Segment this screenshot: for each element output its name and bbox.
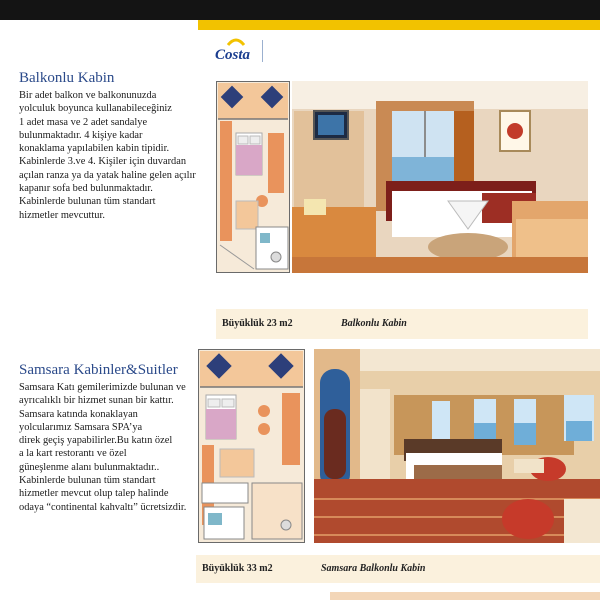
section-body-samsara [19,381,186,514]
logo-text: Costa [215,47,251,63]
section-title-balkonlu: Balkonlu Kabin [19,70,115,86]
body-line: konaklama yapılabilen kabin tipidir. [19,143,170,155]
body-line: hizmetler mevcut olup talep halinde [19,488,169,500]
cabin-name-caption: Balkonlu Kabin [341,318,407,329]
body-line: yolculuk boyunca kullanabileceğiniz [19,103,172,115]
top-black-bar [0,0,600,20]
size-caption: Büyüklük 23 m2 [222,318,293,329]
body-line: güneşlenme alanı bulunmaktadır.. [19,461,160,473]
logo-divider [262,40,263,62]
body-line: odaya “continental kahvaltı” ücretsizdir. [19,501,187,513]
body-line: 1 adet masa ve 2 adet sandalye [19,116,148,128]
section-title-samsara: Samsara Kabinler&Suitler [19,362,178,378]
body-line: kapanır sofa bed bulunmaktadır. [19,183,153,195]
body-line: ayrıcalıklı bir hizmet sunan bir kattır. [19,395,174,407]
body-line: hizmetler mevcuttur. [19,209,105,221]
cabin-photo-balkonlu [292,81,588,273]
costa-logo [213,36,273,66]
body-line: açılan ranza ya da yatak haline gelen açılır [19,169,196,181]
size-caption: Büyüklük 33 m2 [202,563,273,574]
body-line: Kabinlerde bulunan tüm standart [19,475,156,487]
body-line: Samsara katında konaklayan [19,408,138,420]
body-line: direk geçiş yapabilirler.Bu katın özel [19,435,173,447]
floor-plan-balkonlu [216,81,290,273]
logo-emblem-icon [227,36,245,46]
section-body-balkonlu [19,89,196,222]
body-line: yolcularımız Samsara SPA’ya [19,421,143,433]
body-line: bulunmaktadır. 4 kişiye kadar [19,129,143,141]
body-line: Kabinlerde 3.ve 4. Kişiler için duvardan [19,156,187,168]
cabin-photo-samsara [314,349,600,543]
body-line: a la kart restorantı ve özel [19,448,127,460]
cabin-name-caption: Samsara Balkonlu Kabin [321,563,426,574]
next-photo-edge [330,592,600,600]
floor-plan-samsara [198,349,305,543]
top-yellow-bar [198,20,600,30]
body-line: Bir adet balkon ve balkonunuzda [19,90,157,101]
body-line: Samsara Katı gemilerimizde bulunan ve [19,382,186,393]
body-line: Kabinlerde bulunan tüm standart [19,196,156,208]
